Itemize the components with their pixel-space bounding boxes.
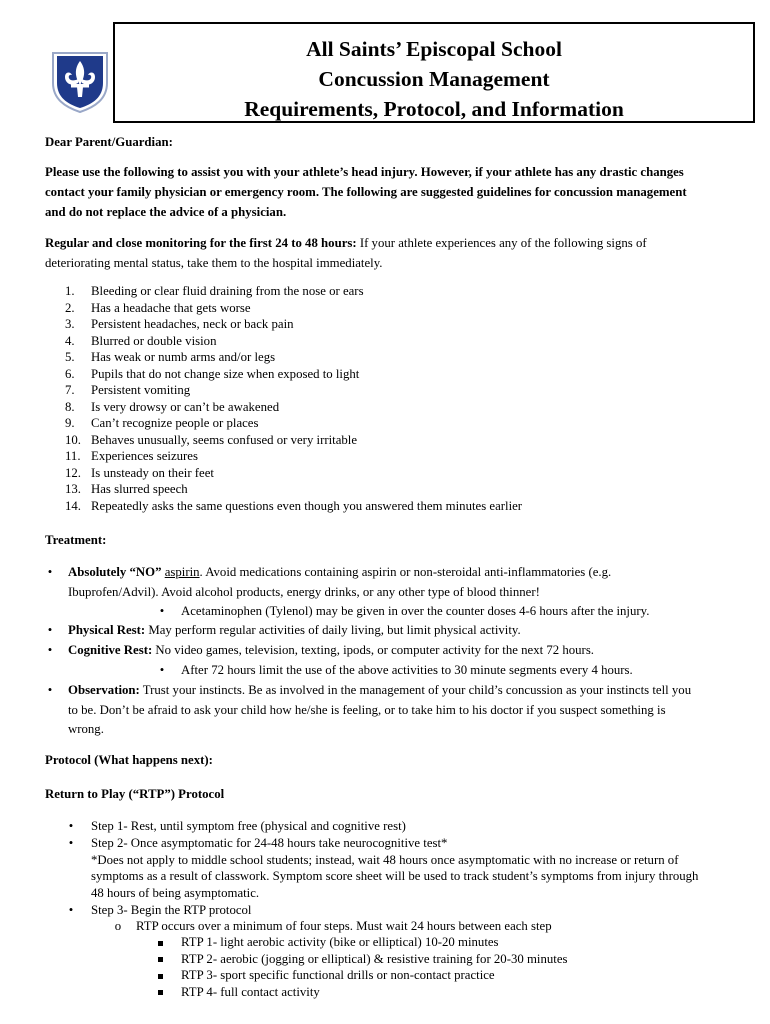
- bullet-dot: •: [159, 604, 165, 618]
- sign-text: Has weak or numb arms and/or legs: [91, 350, 276, 364]
- footnote-text: *Does not apply to middle school students; instead, wait 48 hours once asymptomatic with no increase or return of: [91, 852, 679, 867]
- bullet-lead: Absolutely “NO”: [68, 565, 162, 579]
- bullet-text: Trust your instincts. Be as involved in the management of your child’s concussion as your instincts tell you: [139, 683, 692, 697]
- sign-number: 4.: [65, 333, 75, 348]
- treatment-heading: Treatment:: [45, 533, 107, 547]
- rtp-heading: Return to Play (“RTP”) Protocol: [45, 787, 225, 801]
- bullet-dot: •: [47, 565, 53, 579]
- sign-item: [45, 366, 522, 383]
- treatment-bullet-cognitive-rest: [45, 641, 757, 661]
- sign-item: [45, 283, 522, 300]
- square-bullet: [158, 967, 163, 984]
- document-title: Concussion Management: [318, 67, 550, 91]
- sign-number: 14.: [65, 498, 81, 513]
- school-name: All Saints’ Episcopal School: [306, 37, 562, 61]
- sign-number: 7.: [65, 383, 75, 397]
- bullet-text: . Avoid medications containing aspirin or non-steroidal anti-inflammatories (e.g.: [199, 565, 612, 579]
- sign-item: [45, 481, 522, 498]
- sign-number: 8.: [65, 399, 75, 414]
- sign-text: Persistent vomiting: [91, 383, 191, 397]
- sign-number: 3.: [65, 317, 75, 331]
- circle-bullet: o: [114, 919, 122, 933]
- bullet-text: May perform regular activities of daily living, but limit physical activity.: [145, 623, 521, 637]
- sign-item: [45, 300, 522, 317]
- sign-text: Blurred or double vision: [91, 333, 217, 348]
- bullet-dot: •: [68, 836, 74, 850]
- rtp-sub-step-text: RTP 2- aerobic (jogging or elliptical) & resistive training for 20-30 minutes: [181, 951, 568, 966]
- monitoring-text: deteriorating mental status, take them to the hospital immediately.: [45, 256, 383, 270]
- treatment-bullet-aspirin: [45, 563, 757, 602]
- sign-item: [45, 432, 522, 449]
- treatment-bullet-observation: [45, 681, 757, 740]
- rtp-steps-list: [157, 934, 757, 1000]
- sign-item: [45, 399, 522, 416]
- square-bullet: [158, 951, 163, 968]
- title-box: [113, 22, 755, 123]
- aspirin-link: aspirin: [164, 565, 200, 579]
- bullet-text: wrong.: [68, 722, 104, 736]
- square-bullet: [158, 934, 163, 951]
- intro-line: contact your family physician or emergency room. The following are suggested guidelines for concussion management: [45, 185, 687, 199]
- rtp-sub-step-text: RTP 1- light aerobic activity (bike or elliptical) 10-20 minutes: [181, 935, 499, 949]
- bullet-lead: Observation:: [68, 683, 140, 697]
- rtp-sub-step: [157, 951, 757, 968]
- signs-list: [45, 283, 522, 514]
- sign-text: Is very drowsy or can’t be awakened: [91, 399, 280, 414]
- monitoring-paragraph: [45, 233, 757, 273]
- bullet-text: After 72 hours limit the use of the above activities to 30 minute segments every 4 hours.: [181, 663, 633, 677]
- intro-paragraph: [45, 162, 757, 222]
- sign-number: 13.: [65, 482, 81, 496]
- fleur-de-lis-icon: [51, 47, 109, 113]
- bullet-text: Acetaminophen (Tylenol) may be given in over the counter doses 4-6 hours after the injury.: [181, 604, 650, 618]
- sign-number: 5.: [65, 350, 75, 364]
- bullet-dot: •: [47, 683, 53, 697]
- sign-text: Repeatedly asks the same questions even though you answered them minutes earlier: [91, 498, 523, 513]
- protocol-heading: Protocol (What happens next):: [45, 753, 213, 767]
- bullet-text: Ibuprofen/Advil). Avoid alcohol products, energy drinks, or any other type of blood thinner!: [68, 584, 540, 599]
- sign-text: Pupils that do not change size when exposed to light: [91, 366, 360, 381]
- rtp-step-3: [66, 902, 757, 919]
- bullet-text: Step 2- Once asymptomatic for 24-48 hours take neurocognitive test*: [91, 836, 448, 850]
- footnote-text: symptoms as a result of classwork. Symptom score sheet will be used to track student’s symptoms from injury through: [91, 869, 699, 883]
- document-subtitle: Requirements, Protocol, and Information: [244, 97, 624, 121]
- treatment-bullet-physical-rest: [45, 621, 757, 641]
- rtp-sub-step: [157, 984, 757, 1001]
- monitoring-lead: Regular and close monitoring for the first 24 to 48 hours:: [45, 236, 357, 250]
- rtp-sub-step: [157, 967, 757, 984]
- rtp-sub-step-text: RTP 3- sport specific functional drills or non-contact practice: [181, 968, 495, 982]
- sign-item: [45, 333, 522, 350]
- sign-text: Persistent headaches, neck or back pain: [91, 317, 294, 331]
- sign-item: [45, 498, 522, 515]
- intro-line: and do not replace the advice of a physician.: [45, 205, 287, 219]
- sign-text: Has a headache that gets worse: [91, 300, 251, 315]
- rtp-step-2: [66, 835, 757, 901]
- sign-item: [45, 465, 522, 482]
- sign-number: 11.: [65, 449, 81, 463]
- rtp-step-1: [66, 818, 757, 835]
- treatment-subbullet-tylenol: [157, 602, 757, 622]
- sign-item: [45, 316, 522, 333]
- footnote-text: 48 hours of being asymptomatic.: [91, 885, 260, 900]
- sign-text: Is unsteady on their feet: [91, 465, 214, 480]
- bullet-text: RTP occurs over a minimum of four steps. Must wait 24 hours between each step: [136, 919, 552, 933]
- rtp-sub-step-text: RTP 4- full contact activity: [181, 984, 320, 999]
- intro-line: Please use the following to assist you with your athlete’s head injury. However, if your athlete has any drastic changes: [45, 165, 684, 179]
- bullet-lead: Cognitive Rest:: [68, 643, 153, 657]
- rtp-step-3-sub: [113, 918, 757, 935]
- bullet-dot: •: [68, 903, 74, 917]
- bullet-text: Step 3- Begin the RTP protocol: [91, 903, 252, 917]
- bullet-dot: •: [47, 623, 53, 637]
- sign-item: [45, 349, 522, 366]
- sign-number: 12.: [65, 465, 81, 480]
- monitoring-text: If your athlete experiences any of the following signs of: [356, 236, 647, 250]
- rtp-sub-step: [157, 934, 757, 951]
- sign-number: 1.: [65, 284, 75, 298]
- bullet-dot: •: [68, 819, 74, 833]
- sign-number: 6.: [65, 366, 75, 381]
- sign-item: [45, 415, 522, 432]
- greeting: Dear Parent/Guardian:: [45, 135, 173, 149]
- sign-text: Behaves unusually, seems confused or very irritable: [91, 432, 358, 447]
- bullet-text: No video games, television, texting, ipods, or computer activity for the next 72 hours.: [152, 643, 594, 657]
- sign-number: 10.: [65, 432, 81, 447]
- sign-item: [45, 382, 522, 399]
- bullet-dot: •: [47, 643, 53, 657]
- sign-number: 9.: [65, 416, 75, 430]
- sign-text: Bleeding or clear fluid draining from the nose or ears: [91, 284, 364, 298]
- sign-text: Experiences seizures: [91, 449, 198, 463]
- treatment-subbullet-screen-limit: [157, 661, 757, 681]
- sign-number: 2.: [65, 300, 75, 315]
- sign-text: Has slurred speech: [91, 482, 188, 496]
- bullet-text: to be. Don’t be afraid to ask your child how he/she is feeling, or to take him to his doctor if you suspect something is: [68, 702, 666, 717]
- square-bullet: [158, 984, 163, 1001]
- bullet-lead: Physical Rest:: [68, 623, 146, 637]
- sign-text: Can’t recognize people or places: [91, 416, 259, 430]
- sign-item: [45, 448, 522, 465]
- bullet-text: Step 1- Rest, until symptom free (physical and cognitive rest): [91, 819, 406, 833]
- bullet-dot: •: [159, 663, 165, 677]
